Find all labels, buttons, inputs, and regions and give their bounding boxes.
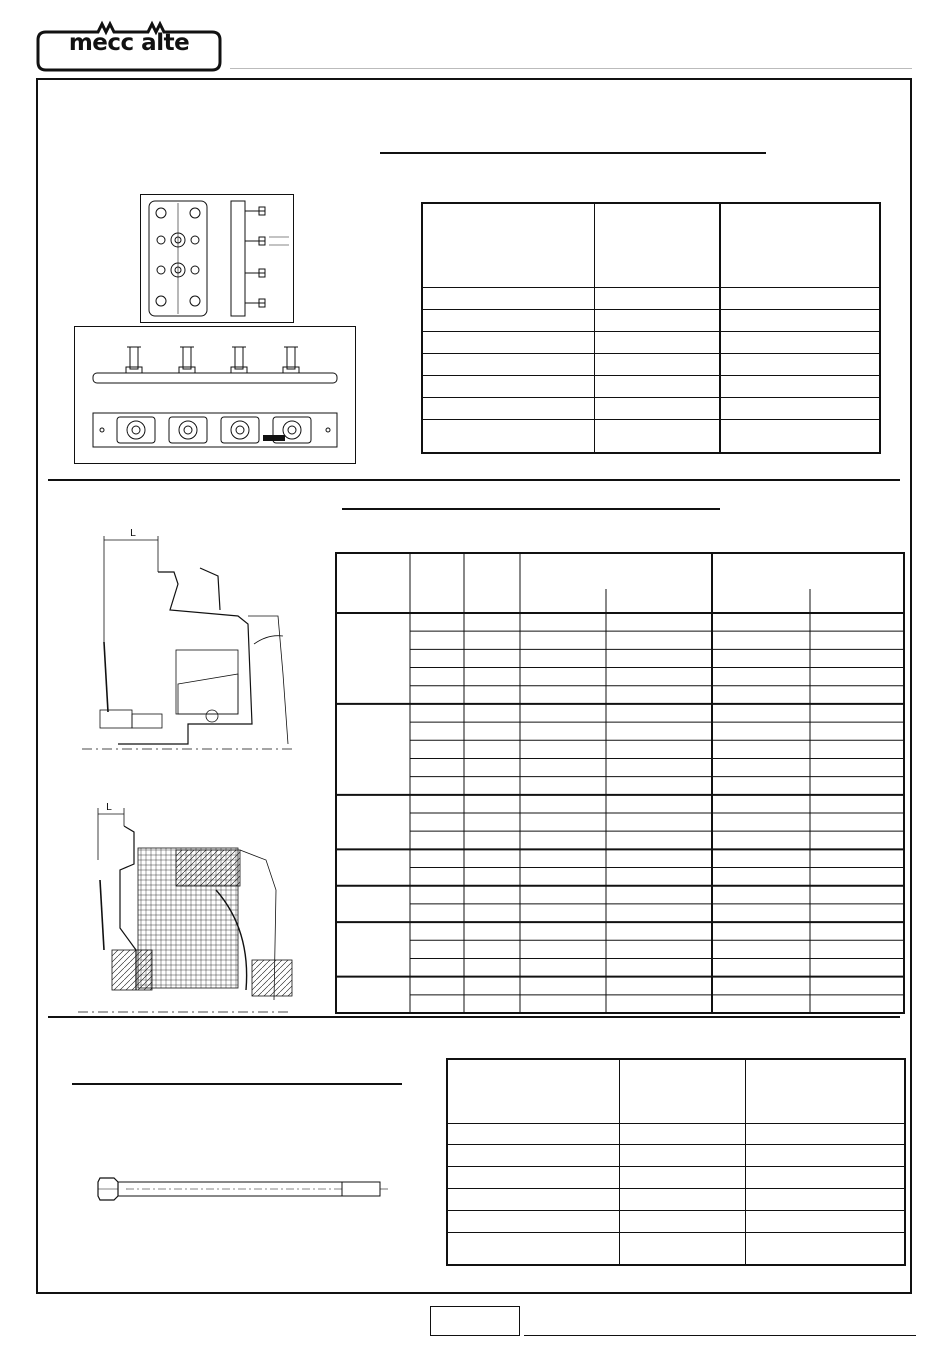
coupling-table <box>335 552 905 1014</box>
table-row <box>422 331 880 353</box>
header-cell <box>422 203 594 287</box>
coupling-upper-svg <box>78 524 300 760</box>
header-cell <box>594 203 720 287</box>
table-row <box>422 420 880 453</box>
terminal-bar-drawing <box>74 326 356 464</box>
table-border <box>336 553 904 1013</box>
section3-title-underline <box>72 1083 402 1085</box>
table-row <box>447 1210 905 1232</box>
table-row <box>422 398 880 420</box>
table-row <box>447 1167 905 1189</box>
table-row <box>447 1189 905 1211</box>
terminal-bar-svg <box>75 327 355 463</box>
table-header-row <box>422 203 880 287</box>
table-row <box>447 1232 905 1265</box>
svg-text:L: L <box>106 802 112 813</box>
screws-table <box>446 1058 906 1266</box>
logo-wordmark: mecc alte <box>68 30 190 56</box>
table-row <box>422 287 880 309</box>
table-row <box>422 376 880 398</box>
svg-text:L: L <box>130 528 136 539</box>
footer-rule <box>524 1335 916 1336</box>
terminal-board-table <box>421 202 881 454</box>
tie-rod-svg <box>96 1174 388 1204</box>
section1-title-underline <box>380 152 766 154</box>
coupling-lower-svg <box>76 800 298 1020</box>
terminal-board-top-svg <box>141 195 293 322</box>
coupling-drawing-upper <box>78 524 300 760</box>
table-header-row <box>447 1059 905 1123</box>
table-row <box>422 353 880 375</box>
section-separator <box>48 479 900 481</box>
section-separator <box>48 1016 900 1018</box>
table-row <box>447 1123 905 1145</box>
section2-title-underline <box>342 508 720 510</box>
table-row <box>447 1145 905 1167</box>
tie-rod-drawing <box>96 1174 388 1204</box>
terminal-board-top-drawing <box>140 194 294 323</box>
mecc-alte-logo <box>36 18 222 72</box>
table-row <box>422 309 880 331</box>
coupling-drawing-lower <box>76 800 298 1020</box>
header-cell <box>720 203 880 287</box>
header-rule <box>230 68 912 69</box>
page-number-box <box>430 1306 520 1336</box>
